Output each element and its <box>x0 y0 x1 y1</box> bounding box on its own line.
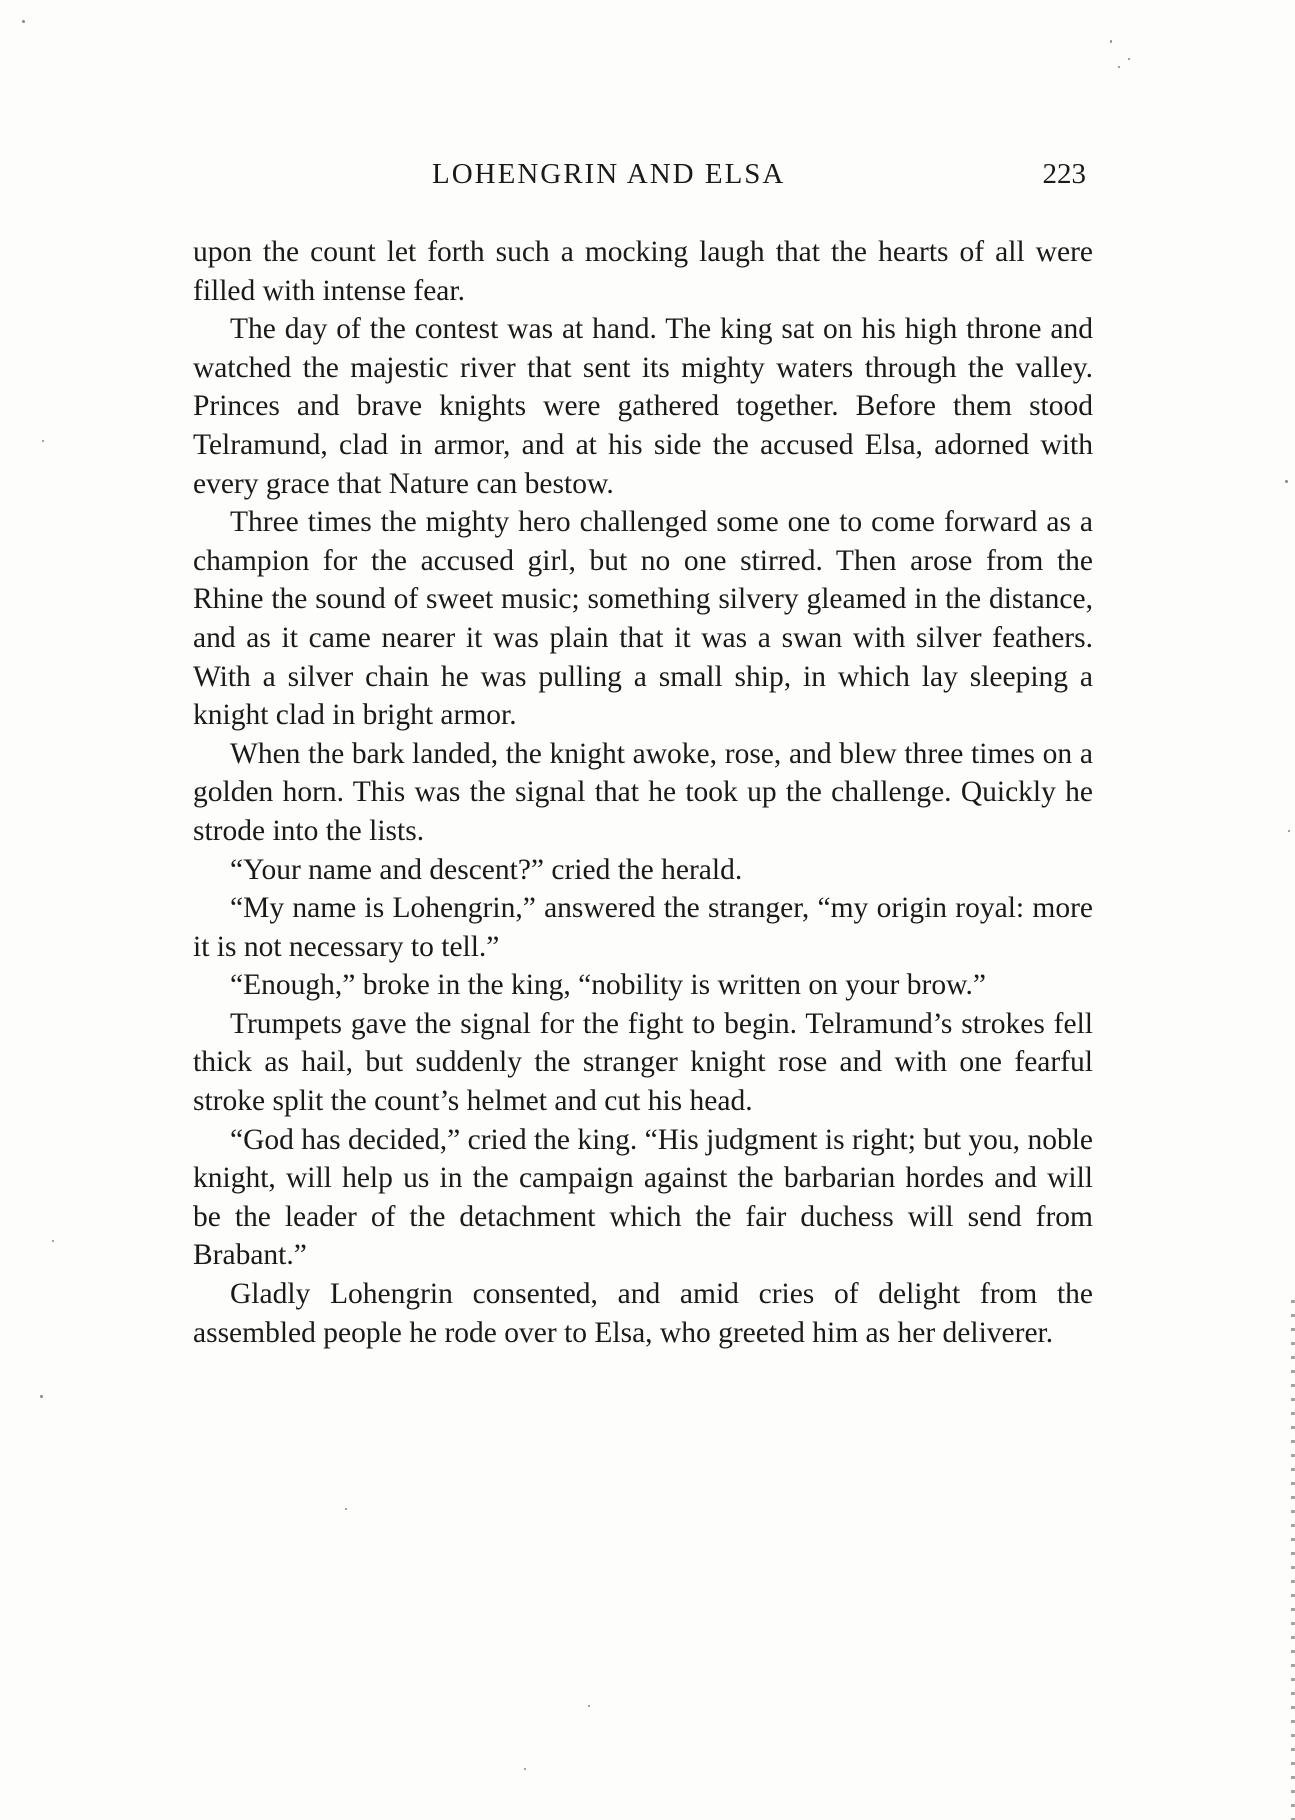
paragraph: “My name is Lohengrin,” answered the stranger, “my origin royal: more it is not necessary to tell.” <box>193 892 1093 963</box>
scan-speck <box>1288 830 1290 832</box>
scan-speck <box>345 1508 347 1510</box>
scan-edge-marks <box>1291 1300 1295 1820</box>
scan-speck <box>22 20 25 23</box>
scan-speck <box>588 1705 590 1707</box>
paragraph: Three times the mighty hero challenged some one to come forward as a champion for the accused girl, but no one stirred. Then arose from the Rhine the sound of sweet music; something silvery gleamed in the distance, and as it came nearer it was plain that it was a swan with silver feathers. With a silver chain he was pulling a small ship, in which lay sleeping a knight clad in bright armor. <box>193 506 1093 732</box>
paragraph: upon the count let forth such a mocking laugh that the hearts of all were filled with intense fear. <box>193 236 1093 307</box>
scan-speck <box>42 440 44 442</box>
scan-speck <box>1118 66 1120 68</box>
paragraph: Gladly Lohengrin consented, and amid cries of delight from the assembled people he rode over to Elsa, who greeted him as her deliverer. <box>193 1278 1093 1349</box>
scan-speck <box>52 1240 54 1242</box>
paragraph: The day of the contest was at hand. The king sat on his high throne and watched the majestic river that sent its mighty waters through the valley. Princes and brave knights were gathered together. Before them stood Telramund, clad in armor, and at his side the accused Elsa, adorned with every grace that Nature can bestow. <box>193 313 1093 500</box>
scan-speck <box>1285 480 1288 483</box>
body-text <box>193 233 1093 1352</box>
scan-speck <box>1110 40 1112 43</box>
paragraph: “God has decided,” cried the king. “His judgment is right; but you, noble knight, will help us in the campaign against the barbarian hordes and will be the leader of the detachment which the fair duchess will send from Brabant.” <box>193 1123 1093 1272</box>
running-head <box>192 158 1092 198</box>
scan-speck <box>524 1768 526 1770</box>
chapter-title: LOHENGRIN AND ELSA <box>432 158 786 190</box>
paragraph: Trumpets gave the signal for the fight to begin. Telramund’s strokes fell thick as hail, but suddenly the stranger knight rose and with one fearful stroke split the count’s helmet and cut his head. <box>193 1007 1093 1118</box>
page-number: 223 <box>1042 158 1086 190</box>
paragraph: When the bark landed, the knight awoke, rose, and blew three times on a golden horn. This was the signal that he took up the challenge. Quickly he strode into the lists. <box>193 737 1093 847</box>
paragraph: “Your name and descent?” cried the herald. <box>230 853 743 886</box>
scan-speck <box>40 1395 43 1398</box>
paragraph: “Enough,” broke in the king, “nobility is written on your brow.” <box>230 969 986 1002</box>
scan-speck <box>1128 58 1130 60</box>
